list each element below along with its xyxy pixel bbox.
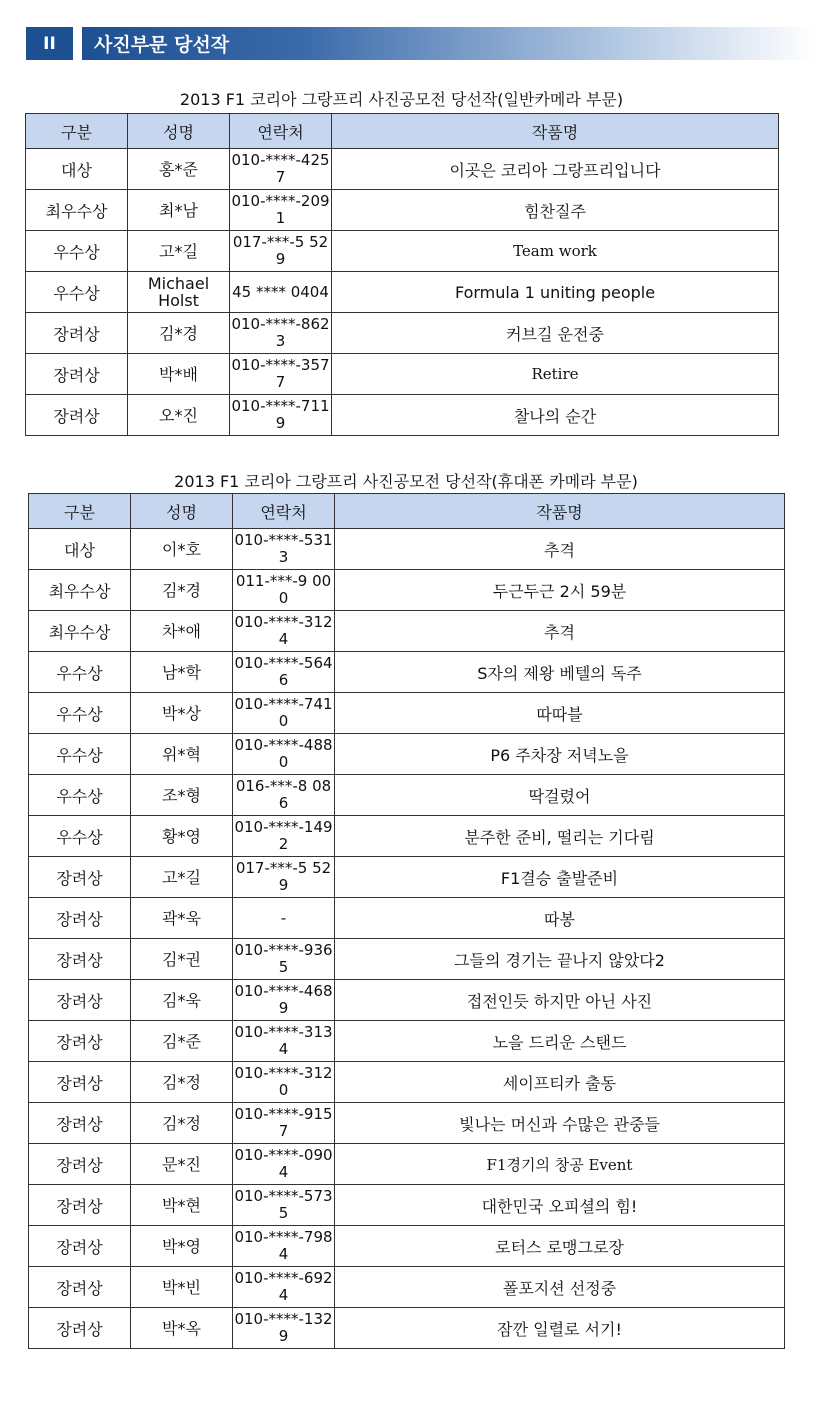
award-category: 장려상 xyxy=(29,939,131,980)
table-row xyxy=(29,611,785,652)
section-title: 사진부문 당선작 xyxy=(82,27,816,60)
award-category: 대상 xyxy=(26,149,128,190)
winner-name: 박*영 xyxy=(131,1226,233,1267)
header-name: 성명 xyxy=(128,114,230,149)
award-category: 장려상 xyxy=(29,857,131,898)
winner-name: 김*정 xyxy=(131,1103,233,1144)
contact-number: 017-***-5 529 xyxy=(233,857,335,898)
header-category: 구분 xyxy=(29,494,131,529)
award-category: 장려상 xyxy=(29,1103,131,1144)
contact-number: 010-****-5735 xyxy=(233,1185,335,1226)
work-title: 따따블 xyxy=(335,693,785,734)
table-row xyxy=(29,693,785,734)
contact-number: 010-****-9365 xyxy=(233,939,335,980)
work-title: 따봉 xyxy=(335,898,785,939)
award-category: 장려상 xyxy=(29,1185,131,1226)
table-row xyxy=(29,1144,785,1185)
work-title: 힘찬질주 xyxy=(332,190,779,231)
work-title: 노을 드리운 스탠드 xyxy=(335,1021,785,1062)
table-row xyxy=(26,395,779,436)
winner-name: 홍*준 xyxy=(128,149,230,190)
work-title: 추격 xyxy=(335,611,785,652)
work-title: 두근두근 2시 59분 xyxy=(335,570,785,611)
award-category: 우수상 xyxy=(29,652,131,693)
table-row xyxy=(26,272,779,313)
table-row xyxy=(29,529,785,570)
work-title: Team work xyxy=(332,231,779,272)
work-title: Formula 1 uniting people xyxy=(332,272,779,313)
award-category: 우수상 xyxy=(29,693,131,734)
winner-name: 곽*욱 xyxy=(131,898,233,939)
table-row xyxy=(29,1062,785,1103)
general-camera-winners-table xyxy=(25,113,779,436)
table-row xyxy=(29,1267,785,1308)
award-category: 장려상 xyxy=(29,1144,131,1185)
header-name: 성명 xyxy=(131,494,233,529)
winner-name: 박*배 xyxy=(128,354,230,395)
work-title: 접전인듯 하지만 아닌 사진 xyxy=(335,980,785,1021)
work-title: 이곳은 코리아 그랑프리입니다 xyxy=(332,149,779,190)
table-row xyxy=(29,1308,785,1349)
award-category: 장려상 xyxy=(29,898,131,939)
work-title: P6 주차장 저녁노을 xyxy=(335,734,785,775)
contact-number: 010-****-4689 xyxy=(233,980,335,1021)
winner-name: 김*권 xyxy=(131,939,233,980)
winner-name: 고*길 xyxy=(128,231,230,272)
phone-camera-winners-table xyxy=(28,493,785,1349)
winner-name: Michael Holst xyxy=(128,272,230,313)
award-category: 장려상 xyxy=(29,1062,131,1103)
table-row xyxy=(29,652,785,693)
award-category: 우수상 xyxy=(26,231,128,272)
award-category: 장려상 xyxy=(29,1308,131,1349)
award-category: 우수상 xyxy=(26,272,128,313)
work-title: Retire xyxy=(332,354,779,395)
contact-number: 016-***-8 086 xyxy=(233,775,335,816)
table-row xyxy=(26,313,779,354)
award-category: 우수상 xyxy=(29,734,131,775)
table-row xyxy=(29,898,785,939)
contact-number: 010-****-7410 xyxy=(233,693,335,734)
winner-name: 남*학 xyxy=(131,652,233,693)
contact-number: 010-****-4880 xyxy=(233,734,335,775)
table-row xyxy=(29,1103,785,1144)
winner-name: 김*경 xyxy=(128,313,230,354)
winner-name: 최*남 xyxy=(128,190,230,231)
table1-caption: 2013 F1 코리아 그랑프리 사진공모전 당선작(일반카메라 부문) xyxy=(179,90,624,109)
award-category: 우수상 xyxy=(29,775,131,816)
award-category: 우수상 xyxy=(29,816,131,857)
work-title: 빛나는 머신과 수많은 관중들 xyxy=(335,1103,785,1144)
table-row xyxy=(29,816,785,857)
award-category: 장려상 xyxy=(29,1267,131,1308)
header-title: 작품명 xyxy=(332,114,779,149)
award-category: 대상 xyxy=(29,529,131,570)
work-title: 폴포지션 선정중 xyxy=(335,1267,785,1308)
contact-number: 010-****-0904 xyxy=(233,1144,335,1185)
award-category: 최우수상 xyxy=(29,570,131,611)
header-contact: 연락처 xyxy=(233,494,335,529)
contact-number: 010-****-9157 xyxy=(233,1103,335,1144)
contact-number: - xyxy=(233,898,335,939)
winner-name: 박*빈 xyxy=(131,1267,233,1308)
award-category: 최우수상 xyxy=(29,611,131,652)
work-title: 그들의 경기는 끝나지 않았다2 xyxy=(335,939,785,980)
winner-name: 김*정 xyxy=(131,1062,233,1103)
award-category: 장려상 xyxy=(29,1226,131,1267)
contact-number: 010-****-6924 xyxy=(233,1267,335,1308)
work-title: F1경기의 창공 Event xyxy=(335,1144,785,1185)
section-number: II xyxy=(26,27,73,60)
winner-name: 박*옥 xyxy=(131,1308,233,1349)
winner-name: 황*영 xyxy=(131,816,233,857)
work-title: S자의 제왕 베텔의 독주 xyxy=(335,652,785,693)
table-row xyxy=(29,1021,785,1062)
winner-name: 박*현 xyxy=(131,1185,233,1226)
table-row xyxy=(29,775,785,816)
winner-name: 오*진 xyxy=(128,395,230,436)
contact-number: 010-****-8623 xyxy=(230,313,332,354)
award-category: 장려상 xyxy=(29,1021,131,1062)
contact-number: 010-****-1329 xyxy=(233,1308,335,1349)
contact-number: 010-****-7119 xyxy=(230,395,332,436)
award-category: 최우수상 xyxy=(26,190,128,231)
work-title: 대한민국 오피셜의 힘! xyxy=(335,1185,785,1226)
table2-caption: 2013 F1 코리아 그랑프리 사진공모전 당선작(휴대폰 카메라 부문) xyxy=(174,472,638,491)
contact-number: 010-****-4257 xyxy=(230,149,332,190)
contact-number: 010-****-3134 xyxy=(233,1021,335,1062)
table-row xyxy=(26,190,779,231)
work-title: 추격 xyxy=(335,529,785,570)
work-title: 커브길 운전중 xyxy=(332,313,779,354)
contact-number: 010-****-3577 xyxy=(230,354,332,395)
award-category: 장려상 xyxy=(26,395,128,436)
table-row xyxy=(26,231,779,272)
winner-name: 박*상 xyxy=(131,693,233,734)
work-title: 잠깐 일렬로 서기! xyxy=(335,1308,785,1349)
award-category: 장려상 xyxy=(29,980,131,1021)
header-title: 작품명 xyxy=(335,494,785,529)
work-title: 찰나의 순간 xyxy=(332,395,779,436)
work-title: F1결승 출발준비 xyxy=(335,857,785,898)
contact-number: 010-****-5313 xyxy=(233,529,335,570)
winner-name: 문*진 xyxy=(131,1144,233,1185)
table-header-row xyxy=(29,494,785,529)
winner-name: 조*형 xyxy=(131,775,233,816)
winner-name: 김*경 xyxy=(131,570,233,611)
contact-number: 010-****-3124 xyxy=(233,611,335,652)
winner-name: 김*욱 xyxy=(131,980,233,1021)
winner-name: 위*혁 xyxy=(131,734,233,775)
work-title: 분주한 준비, 떨리는 기다림 xyxy=(335,816,785,857)
table-row xyxy=(26,354,779,395)
header-contact: 연락처 xyxy=(230,114,332,149)
winner-name: 차*애 xyxy=(131,611,233,652)
work-title: 딱걸렸어 xyxy=(335,775,785,816)
table-row xyxy=(26,149,779,190)
table-row xyxy=(29,570,785,611)
winner-name: 이*호 xyxy=(131,529,233,570)
contact-number: 45 **** 0404 xyxy=(230,272,332,313)
table-row xyxy=(29,1226,785,1267)
work-title: 세이프티카 출동 xyxy=(335,1062,785,1103)
contact-number: 010-****-2091 xyxy=(230,190,332,231)
winner-name: 고*길 xyxy=(131,857,233,898)
contact-number: 011-***-9 000 xyxy=(233,570,335,611)
contact-number: 010-****-1492 xyxy=(233,816,335,857)
table-row xyxy=(29,734,785,775)
work-title: 로터스 로맹그로장 xyxy=(335,1226,785,1267)
table-row xyxy=(29,857,785,898)
header-category: 구분 xyxy=(26,114,128,149)
award-category: 장려상 xyxy=(26,313,128,354)
contact-number: 010-****-3120 xyxy=(233,1062,335,1103)
table-header-row xyxy=(26,114,779,149)
award-category: 장려상 xyxy=(26,354,128,395)
contact-number: 010-****-7984 xyxy=(233,1226,335,1267)
table-row xyxy=(29,1185,785,1226)
section-header xyxy=(26,27,816,60)
contact-number: 010-****-5646 xyxy=(233,652,335,693)
table-row xyxy=(29,980,785,1021)
winner-name: 김*준 xyxy=(131,1021,233,1062)
contact-number: 017-***-5 529 xyxy=(230,231,332,272)
table-row xyxy=(29,939,785,980)
